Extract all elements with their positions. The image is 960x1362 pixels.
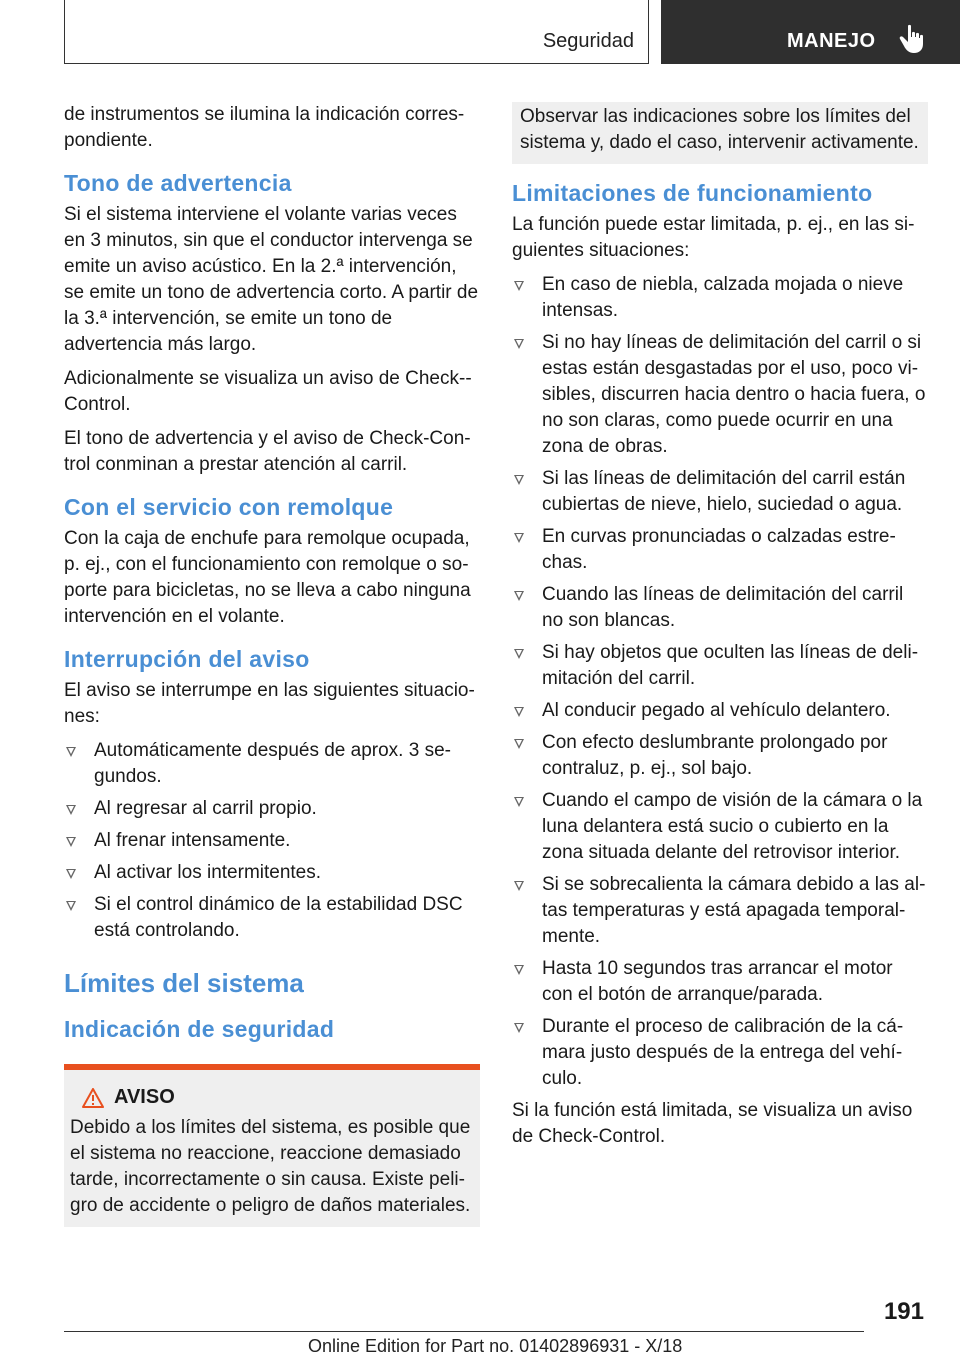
bullet-triangle-icon [66, 869, 76, 879]
list-item: Si las líneas de delimitación del carril están cubiertas de nieve, hielo, suciedad o agua. [512, 466, 928, 518]
right-column [512, 102, 928, 1158]
bullet-triangle-icon [66, 901, 76, 911]
bullet-triangle-icon [514, 739, 524, 749]
limitaciones-paragraph: La función puede estar limitada, p. ej., en las siguientes situaciones: [512, 214, 915, 261]
heading-interrupcion: Interrupción del aviso [64, 646, 310, 672]
section-header-box [64, 0, 649, 64]
intro-paragraph: de instrumentos se ilumina la indicación correspondiente. [64, 104, 465, 151]
closing-paragraph: Si la función está limitada, se visualiza un aviso de Check-Control. [512, 1100, 913, 1147]
list-item: Si no hay líneas de delimitación del carril o si estas están desgastadas por el uso, poco visibles, discurren hacia dentro o hacia fuera, o no son claras, como puede ocurrir en una zona de obras. [512, 330, 928, 460]
note-text: Observar las indicaciones sobre los límites del sistema y, dado el caso, intervenir activamente. [520, 106, 919, 153]
chapter-title: MANEJO [787, 30, 876, 52]
list-item: En caso de niebla, calzada mojada o nieve intensas. [512, 272, 928, 324]
bullet-triangle-icon [514, 1023, 524, 1033]
list-item: Cuando las líneas de delimitación del carril no son blancas. [512, 582, 928, 634]
bullet-triangle-icon [66, 805, 76, 815]
tono-paragraph-2: Adicionalmente se visualiza un aviso de Check-Control. [64, 368, 472, 415]
list-item: Si el control dinámico de la estabilidad DSC está controlando. [64, 892, 480, 944]
chapter-tab [661, 0, 960, 64]
bullet-triangle-icon [514, 339, 524, 349]
pointing-hand-icon [899, 24, 927, 54]
limitaciones-list [512, 272, 928, 1092]
footer-edition: Online Edition for Part no. 01402896931 - X/18 [308, 1336, 683, 1356]
heading-seguridad: Indicación de seguridad [64, 1016, 335, 1042]
list-item: Hasta 10 segundos tras arrancar el motor con el botón de arranque/parada. [512, 956, 928, 1008]
bullet-triangle-icon [514, 591, 524, 601]
warning-label: AVISO [114, 1086, 175, 1108]
bullet-triangle-icon [514, 649, 524, 659]
warning-box [64, 1064, 480, 1227]
warning-text: Debido a los límites del sistema, es posible que el sistema no reaccione, reaccione demasiado tarde, incorrectamente o sin causa. Existe peligro de accidente o peligro de daños materiales. [70, 1117, 471, 1216]
list-item: Al frenar intensamente. [64, 828, 480, 854]
heading-tono: Tono de advertencia [64, 170, 292, 196]
footer-divider [64, 1331, 864, 1332]
interrupcion-paragraph: El aviso se interrumpe en las siguientes situaciones: [64, 680, 475, 727]
heading-remolque: Con el servicio con remolque [64, 494, 394, 520]
warning-title [70, 1086, 472, 1109]
list-item: Cuando el campo de visión de la cámara o la luna delantera está sucio o cubierto en la zona situada delante del retrovisor interior. [512, 788, 928, 866]
bullet-triangle-icon [514, 797, 524, 807]
list-item: Al regresar al carril propio. [64, 796, 480, 822]
list-item: En curvas pronunciadas o calzadas estrechas. [512, 524, 928, 576]
heading-limitaciones: Limitaciones de funcionamiento [512, 180, 873, 206]
list-item: Si se sobrecalienta la cámara debido a las altas temperaturas y está apagada temporalmente. [512, 872, 928, 950]
remolque-paragraph: Con la caja de enchufe para remolque ocupada, p. ej., con el funcionamiento con remolque o soporte para bicicletas, no se lleva a cabo ninguna intervención en el volante. [64, 528, 471, 627]
section-title: Seguridad [542, 30, 634, 52]
list-item: Al activar los intermitentes. [64, 860, 480, 886]
bullet-triangle-icon [66, 747, 76, 757]
tono-paragraph-3: El tono de advertencia y el aviso de Check-Control conminan a prestar atención al carril. [64, 428, 471, 475]
tono-paragraph-1: Si el sistema interviene el volante varias veces en 3 minutos, sin que el conductor intervenga se emite un aviso acústico. En la 2.ª intervención, se emite un tono de advertencia corto. A partir de la 3.ª intervención, se emite un tono de advertencia más largo. [64, 204, 479, 355]
list-item: Con efecto deslumbrante prolongado por contraluz, p. ej., sol bajo. [512, 730, 928, 782]
left-column [64, 102, 480, 1227]
list-item: Durante el proceso de calibración de la cámara justo después de la entrega del vehículo. [512, 1014, 928, 1092]
bullet-triangle-icon [66, 837, 76, 847]
bullet-triangle-icon [514, 281, 524, 291]
bullet-triangle-icon [514, 475, 524, 485]
note-box [512, 102, 928, 164]
list-item: Automáticamente después de aprox. 3 segundos. [64, 738, 480, 790]
page-number: 191 [883, 1298, 924, 1325]
warning-triangle-icon [82, 1088, 104, 1108]
bullet-triangle-icon [514, 965, 524, 975]
interrupcion-list [64, 738, 480, 944]
heading-limites: Límites del sistema [64, 968, 304, 998]
list-item: Al conducir pegado al vehículo delantero. [512, 698, 928, 724]
bullet-triangle-icon [514, 881, 524, 891]
bullet-triangle-icon [514, 707, 524, 717]
bullet-triangle-icon [514, 533, 524, 543]
list-item: Si hay objetos que oculten las líneas de delimitación del carril. [512, 640, 928, 692]
